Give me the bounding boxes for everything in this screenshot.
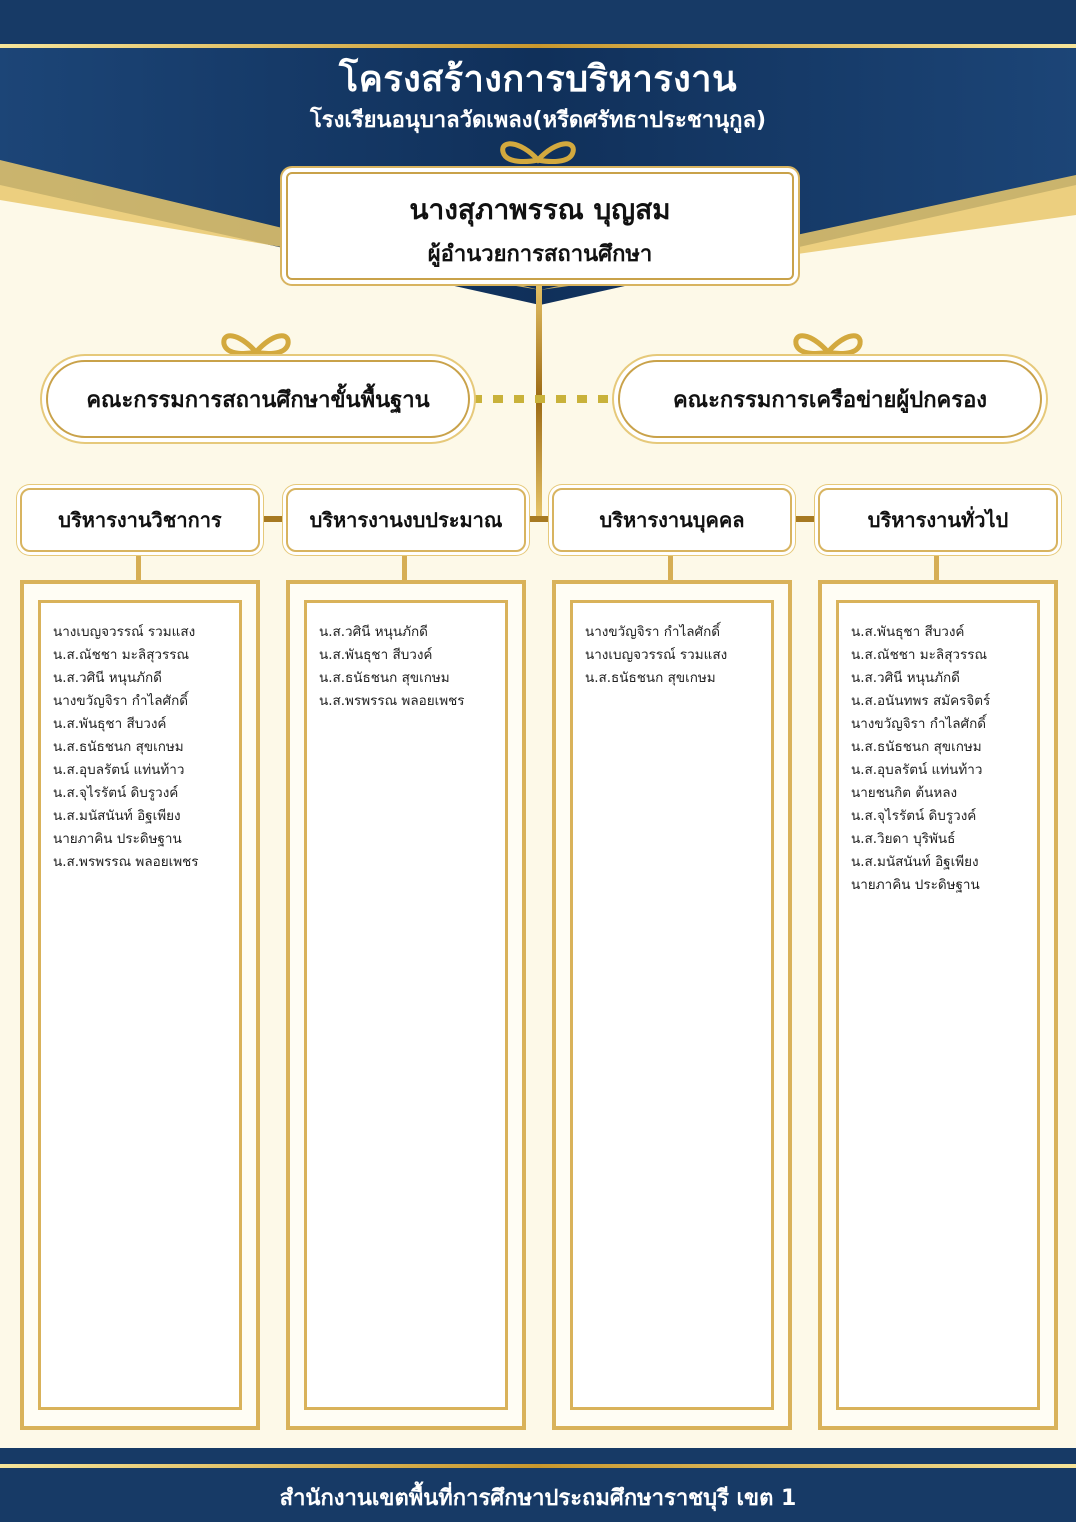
member-name: นางขวัญจิรา กำไลศักดิ์ [851,716,987,732]
dept-academic: บริหารงานวิชาการ [20,488,260,552]
member-name: น.ส.พันธุชา สีบวงค์ [53,716,167,732]
member-list [307,603,505,713]
member-name: น.ส.มนัสนันท์ อิฐเพียง [53,808,181,824]
dept-personnel: บริหารงานบุคคล [552,488,792,552]
member-list [41,603,239,874]
footer-office-name: สำนักงานเขตพื้นที่การศึกษาประถมศึกษาราชบุรี เขต 1 [279,1486,797,1511]
committee-parent-network: คณะกรรมการเครือข่ายผู้ปกครอง [618,360,1042,438]
member-name: นายชนกิต ต้นหลง [851,785,958,801]
member-column-budget [286,580,526,1430]
member-list [839,603,1037,897]
member-name: นางขวัญจิรา กำไลศักดิ์ [53,693,189,709]
director-role: ผู้อำนวยการสถานศึกษา [427,242,653,267]
member-name: นายภาคิน ประดิษฐาน [851,877,980,893]
member-name: น.ส.ธนัธชนก สุขเกษม [851,739,982,755]
member-name: น.ส.วิยดา บุริพันธ์ [851,831,956,847]
member-name: น.ส.พันธุชา สีบวงค์ [851,624,965,640]
member-name: น.ส.มนัสนันท์ อิฐเพียง [851,854,979,870]
member-name: น.ส.ธนัธชนก สุขเกษม [53,739,184,755]
director-name: นางสุภาพรรณ บุญสม [409,193,671,226]
member-name: นางเบญจวรรณ์ รวมแสง [585,647,728,663]
member-name: น.ส.อุบลรัตน์ แท่นท้าว [53,762,185,778]
director-box [286,172,794,280]
committee-basic-education: คณะกรรมการสถานศึกษาขั้นพื้นฐาน [46,360,470,438]
member-name: น.ส.จุไรรัตน์ ดิบรูวงค์ [851,808,977,824]
member-list [573,603,771,690]
page-title: โครงสร้างการบริหารงาน [338,59,738,100]
member-name: น.ส.ณัชชา มะลิสุวรรณ [53,647,190,663]
member-column-general [818,580,1058,1430]
school-name: โรงเรียนอนุบาลวัดเพลง(หรีดศรัทธาประชานุกูล) [309,108,767,133]
member-name: นางเบญจวรรณ์ รวมแสง [53,624,196,640]
member-name: น.ส.อุบลรัตน์ แท่นท้าว [851,762,983,778]
dept-general: บริหารงานทั่วไป [818,488,1058,552]
member-name: นางขวัญจิรา กำไลศักดิ์ [585,624,721,640]
member-name: น.ส.วศินี หนุนภักดี [319,624,428,640]
member-name: น.ส.วศินี หนุนภักดี [53,670,162,686]
member-name: น.ส.พรพรรณ พลอยเพชร [319,693,465,709]
member-column-personnel [552,580,792,1430]
member-name: น.ส.จุไรรัตน์ ดิบรูวงค์ [53,785,179,801]
member-name: น.ส.อนันทพร สมัครจิตร์ [851,693,991,709]
dept-budget: บริหารงานงบประมาณ [286,488,526,552]
member-name: น.ส.ณัชชา มะลิสุวรรณ [851,647,988,663]
member-name: น.ส.ธนัธชนก สุขเกษม [319,670,450,686]
member-column-academic [20,580,260,1430]
member-name: น.ส.วศินี หนุนภักดี [851,670,960,686]
member-name: น.ส.พรพรรณ พลอยเพชร [53,854,199,870]
member-name: น.ส.พันธุชา สีบวงค์ [319,647,433,663]
member-name: นายภาคิน ประดิษฐาน [53,831,182,847]
member-name: น.ส.ธนัธชนก สุขเกษม [585,670,716,686]
